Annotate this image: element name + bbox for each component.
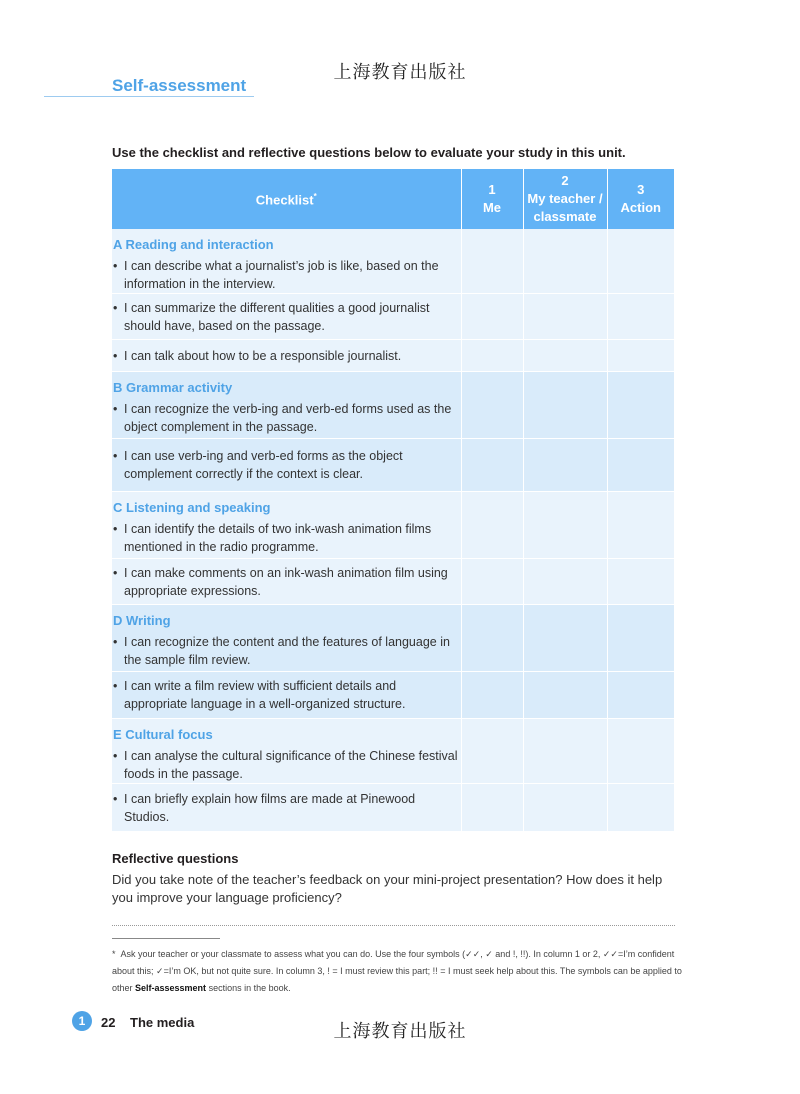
- teacher-cell[interactable]: [523, 605, 607, 672]
- action-cell[interactable]: [607, 719, 674, 784]
- teacher-cell[interactable]: [523, 492, 607, 559]
- checklist-cell: [112, 372, 461, 439]
- table-row: [112, 492, 674, 559]
- bullet-icon: •: [113, 348, 118, 363]
- header-me-number: 1: [488, 182, 496, 197]
- table-row: [112, 719, 674, 784]
- footnote-text-part2: sections in the book.: [206, 983, 291, 993]
- action-cell[interactable]: [607, 492, 674, 559]
- header-teacher-number: 2: [561, 173, 569, 188]
- checklist-header-row: [112, 169, 674, 229]
- checklist-cell: [112, 294, 461, 340]
- table-row: [112, 784, 674, 832]
- section-heading-listening: C Listening and speaking: [113, 500, 271, 515]
- teacher-cell[interactable]: [523, 719, 607, 784]
- teacher-cell[interactable]: [523, 372, 607, 439]
- table-row: [112, 672, 674, 719]
- checklist-item: • I can recognize the content and the features of language in the sample film review.: [113, 635, 450, 667]
- footnote-rule: [112, 938, 220, 939]
- me-cell[interactable]: [461, 784, 523, 832]
- action-cell[interactable]: [607, 294, 674, 340]
- checklist-item: • I can summarize the different qualities a good journalist should have, based on the passage.: [113, 300, 430, 333]
- bullet-icon: •: [113, 565, 118, 580]
- teacher-cell[interactable]: [523, 559, 607, 605]
- checklist-cell: [112, 559, 461, 605]
- me-cell[interactable]: [461, 559, 523, 605]
- me-cell[interactable]: [461, 605, 523, 672]
- intro-text: Use the checklist and reflective questions below to evaluate your study in this unit.: [112, 145, 626, 160]
- reflective-title: Reflective questions: [112, 851, 239, 866]
- checklist-cell: [112, 492, 461, 559]
- footnote-bold: Self-assessment: [135, 983, 207, 993]
- checklist-cell: [112, 784, 461, 832]
- bullet-icon: •: [113, 259, 118, 273]
- publisher-watermark-top: 上海教育出版社: [333, 62, 467, 83]
- page-number: 22: [101, 1015, 116, 1030]
- table-row: [112, 229, 674, 294]
- header-checklist: [112, 169, 461, 229]
- action-cell[interactable]: [607, 372, 674, 439]
- section-title: Self-assessment: [112, 76, 247, 95]
- section-heading-writing: D Writing: [113, 613, 171, 628]
- checklist-item: • I can briefly explain how films are made at Pinewood Studios.: [113, 791, 416, 824]
- section-title-rule: [44, 96, 254, 97]
- section-heading-grammar: B Grammar activity: [113, 380, 233, 395]
- teacher-cell[interactable]: [523, 229, 607, 294]
- bullet-icon: •: [113, 635, 118, 649]
- footnote-mark: *: [112, 949, 116, 959]
- checklist-cell: [112, 672, 461, 719]
- checklist-cell: [112, 605, 461, 672]
- bullet-icon: •: [113, 749, 118, 763]
- bullet-icon: •: [113, 449, 118, 463]
- checklist-item: • I can make comments on an ink-wash animation film using appropriate expressions.: [113, 565, 448, 598]
- checklist-item: • I can use verb-ing and verb-ed forms as the object complement correctly if the context is clear.: [113, 449, 403, 481]
- teacher-cell[interactable]: [523, 672, 607, 719]
- teacher-cell[interactable]: [523, 439, 607, 492]
- bullet-icon: •: [113, 522, 118, 536]
- checklist-item: • I can recognize the verb-ing and verb-ed forms used as the object complement in the passage.: [113, 402, 452, 434]
- checklist-table: [112, 169, 674, 832]
- checklist-item: • I can talk about how to be a responsible journalist.: [113, 348, 402, 363]
- section-heading-reading: A Reading and interaction: [113, 237, 274, 252]
- header-teacher: [523, 169, 607, 229]
- table-row: [112, 439, 674, 492]
- footnote: [112, 946, 682, 997]
- footnote-text-part1: Ask your teacher or your classmate to assess what you can do. Use the four symbols (✓✓, ✓ and !, !!). In column 1 or 2, ✓✓=I’m confident about this; ✓=I’m OK, but not quite sure. In column 3, ! = I must review this part; !! = I must seek help about this. The symbols can be applied to other: [112, 949, 682, 993]
- checklist-item: • I can describe what a journalist’s job is like, based on the information in the interview.: [113, 259, 439, 291]
- header-action-number: 3: [637, 182, 645, 197]
- action-cell[interactable]: [607, 559, 674, 605]
- teacher-cell[interactable]: [523, 784, 607, 832]
- table-row: [112, 294, 674, 340]
- bullet-icon: •: [113, 300, 118, 315]
- me-cell[interactable]: [461, 294, 523, 340]
- header-teacher-label: My teacher / classmate: [527, 191, 603, 224]
- me-cell[interactable]: [461, 492, 523, 559]
- table-row: [112, 340, 674, 372]
- reflective-text: Did you take note of the teacher’s feedback on your mini-project presentation? How does it help you improve your language proficiency?: [112, 872, 663, 905]
- action-cell[interactable]: [607, 340, 674, 372]
- header-me-label: Me: [482, 200, 502, 215]
- me-cell[interactable]: [461, 340, 523, 372]
- me-cell[interactable]: [461, 439, 523, 492]
- action-cell[interactable]: [607, 439, 674, 492]
- section-heading-cultural: E Cultural focus: [113, 727, 213, 742]
- bullet-icon: •: [113, 679, 118, 693]
- header-me: [461, 169, 523, 229]
- action-cell[interactable]: [607, 784, 674, 832]
- header-action: [607, 169, 674, 229]
- action-cell[interactable]: [607, 229, 674, 294]
- table-row: [112, 559, 674, 605]
- teacher-cell[interactable]: [523, 340, 607, 372]
- checklist-cell: [112, 229, 461, 294]
- header-checklist-mark: *: [313, 192, 317, 202]
- teacher-cell[interactable]: [523, 294, 607, 340]
- checklist-item: • I can write a film review with sufficient details and appropriate language in a well-organized structure.: [113, 679, 406, 711]
- table-row: [112, 372, 674, 439]
- header-checklist-label: Checklist: [255, 192, 314, 208]
- checklist-cell: [112, 439, 461, 492]
- action-cell[interactable]: [607, 605, 674, 672]
- unit-title: The media: [130, 1015, 195, 1030]
- checklist-item: • I can analyse the cultural significance of the Chinese festival foods in the passage.: [113, 749, 458, 781]
- publisher-watermark-bottom: 上海教育出版社: [333, 1021, 467, 1042]
- action-cell[interactable]: [607, 672, 674, 719]
- checklist-item: • I can identify the details of two ink-wash animation films mentioned in the radio programme.: [113, 522, 432, 554]
- table-row: [112, 605, 674, 672]
- header-action-label: Action: [620, 200, 661, 215]
- checklist-cell: [112, 340, 461, 372]
- unit-number-badge: 1: [72, 1011, 92, 1031]
- bullet-icon: •: [113, 402, 118, 416]
- me-cell[interactable]: [461, 372, 523, 439]
- dotted-divider: [112, 925, 675, 926]
- me-cell[interactable]: [461, 229, 523, 294]
- me-cell[interactable]: [461, 719, 523, 784]
- checklist-cell: [112, 719, 461, 784]
- me-cell[interactable]: [461, 672, 523, 719]
- bullet-icon: •: [113, 791, 118, 806]
